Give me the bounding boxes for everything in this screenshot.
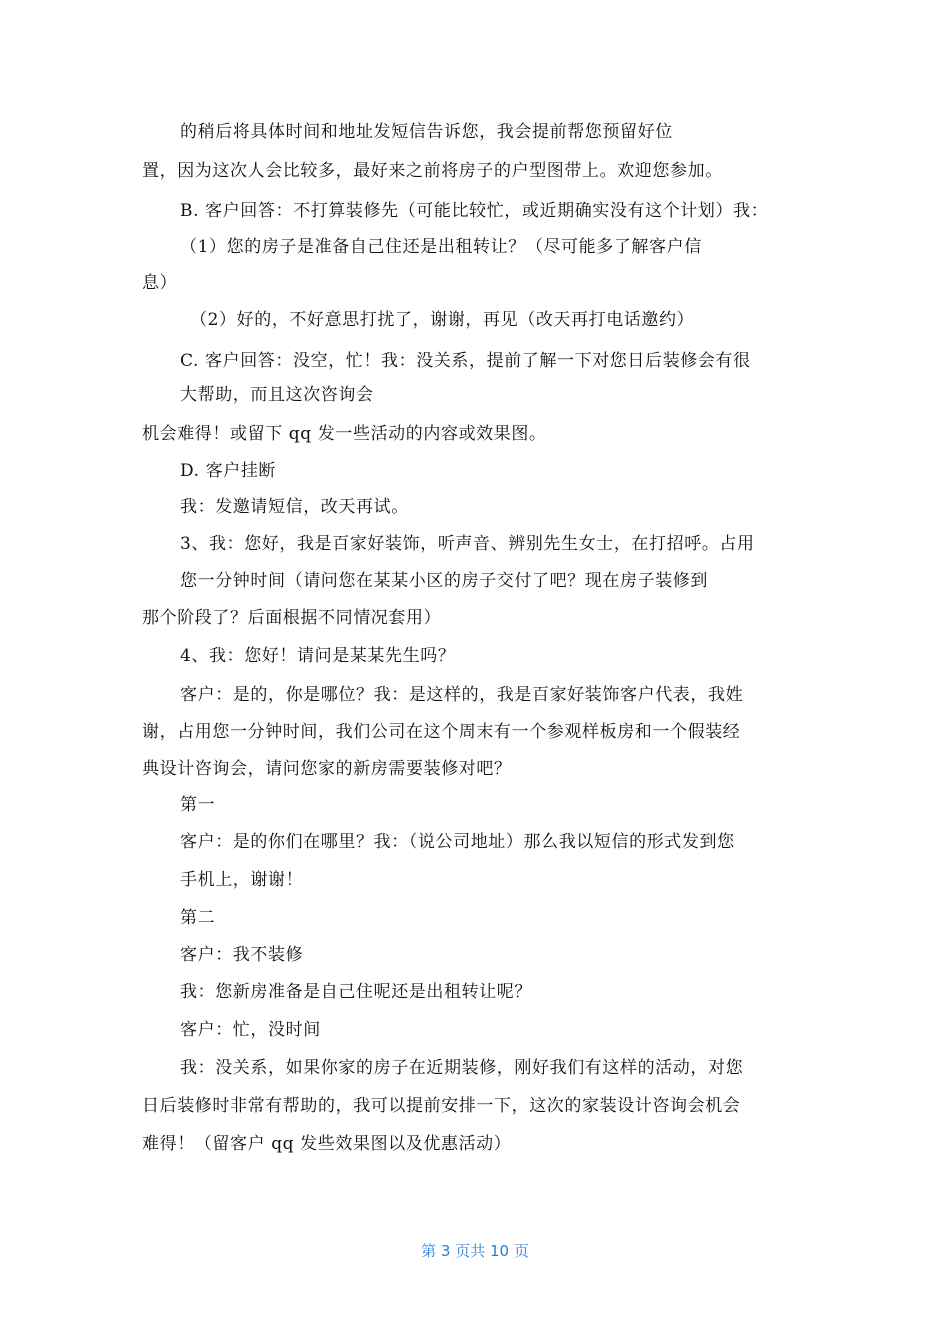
text-line: （2）好的，不好意思打扰了，谢谢，再见（改天再打电话邀约） <box>190 310 695 330</box>
text-line: 您一分钟时间（请问您在某某小区的房子交付了吧？现在房子装修到 <box>180 571 708 591</box>
text-line: 3、我：您好，我是百家好装饰，听声音、辨别先生女士，在打招呼。占用 <box>180 534 755 554</box>
text-line: 客户：忙，没时间 <box>180 1020 321 1040</box>
text-line: 客户：是的你们在哪里？我：（说公司地址）那么我以短信的形式发到您 <box>180 832 735 852</box>
text-line: D. 客户挂断 <box>180 461 277 481</box>
text-line: 我：您新房准备是自己住呢还是出租转让呢？ <box>180 982 532 1002</box>
text-line: （1）您的房子是准备自己住还是出租转让？（尽可能多了解客户信 <box>180 237 702 257</box>
text-line: 4、我：您好！请问是某某先生吗？ <box>180 646 456 666</box>
text-line: 第一 <box>180 795 216 815</box>
page-number-footer: 第 3 页共 10 页 <box>421 1242 529 1260</box>
text-line: B. 客户回答：不打算装修先（可能比较忙，或近期确实没有这个计划）我： <box>180 201 769 221</box>
text-line: 客户：我不装修 <box>180 945 304 965</box>
text-line: 那个阶段了？后面根据不同情况套用） <box>142 608 442 628</box>
text-line: 谢，占用您一分钟时间，我们公司在这个周末有一个参观样板房和一个假装经 <box>142 722 741 742</box>
text-line: 的稍后将具体时间和地址发短信告诉您，我会提前帮您预留好位 <box>180 122 673 142</box>
text-line: 机会难得！或留下 qq 发一些活动的内容或效果图。 <box>142 424 547 444</box>
text-line: 我：没关系，如果你家的房子在近期装修，刚好我们有这样的活动，对您 <box>180 1058 744 1078</box>
text-line: 典设计咨询会，请问您家的新房需要装修对吧？ <box>142 759 512 779</box>
text-line: 我：发邀请短信，改天再试。 <box>180 497 409 517</box>
text-line: 置，因为这次人会比较多，最好来之前将房子的户型图带上。欢迎您参加。 <box>142 161 723 181</box>
text-line: 大帮助，而且这次咨询会 <box>180 385 374 405</box>
text-line: 日后装修时非常有帮助的，我可以提前安排一下，这次的家装设计咨询会机会 <box>142 1096 741 1116</box>
text-line: 手机上，谢谢！ <box>180 870 304 890</box>
text-line: C. 客户回答：没空，忙！我：没关系，提前了解一下对您日后装修会有很 <box>180 351 751 371</box>
text-line: 难得！（留客户 qq 发些效果图以及优惠活动） <box>142 1134 512 1154</box>
text-line: 第二 <box>180 908 216 928</box>
text-line: 客户：是的，你是哪位？我：是这样的，我是百家好装饰客户代表，我姓 <box>180 685 744 705</box>
text-line: 息） <box>142 273 178 293</box>
